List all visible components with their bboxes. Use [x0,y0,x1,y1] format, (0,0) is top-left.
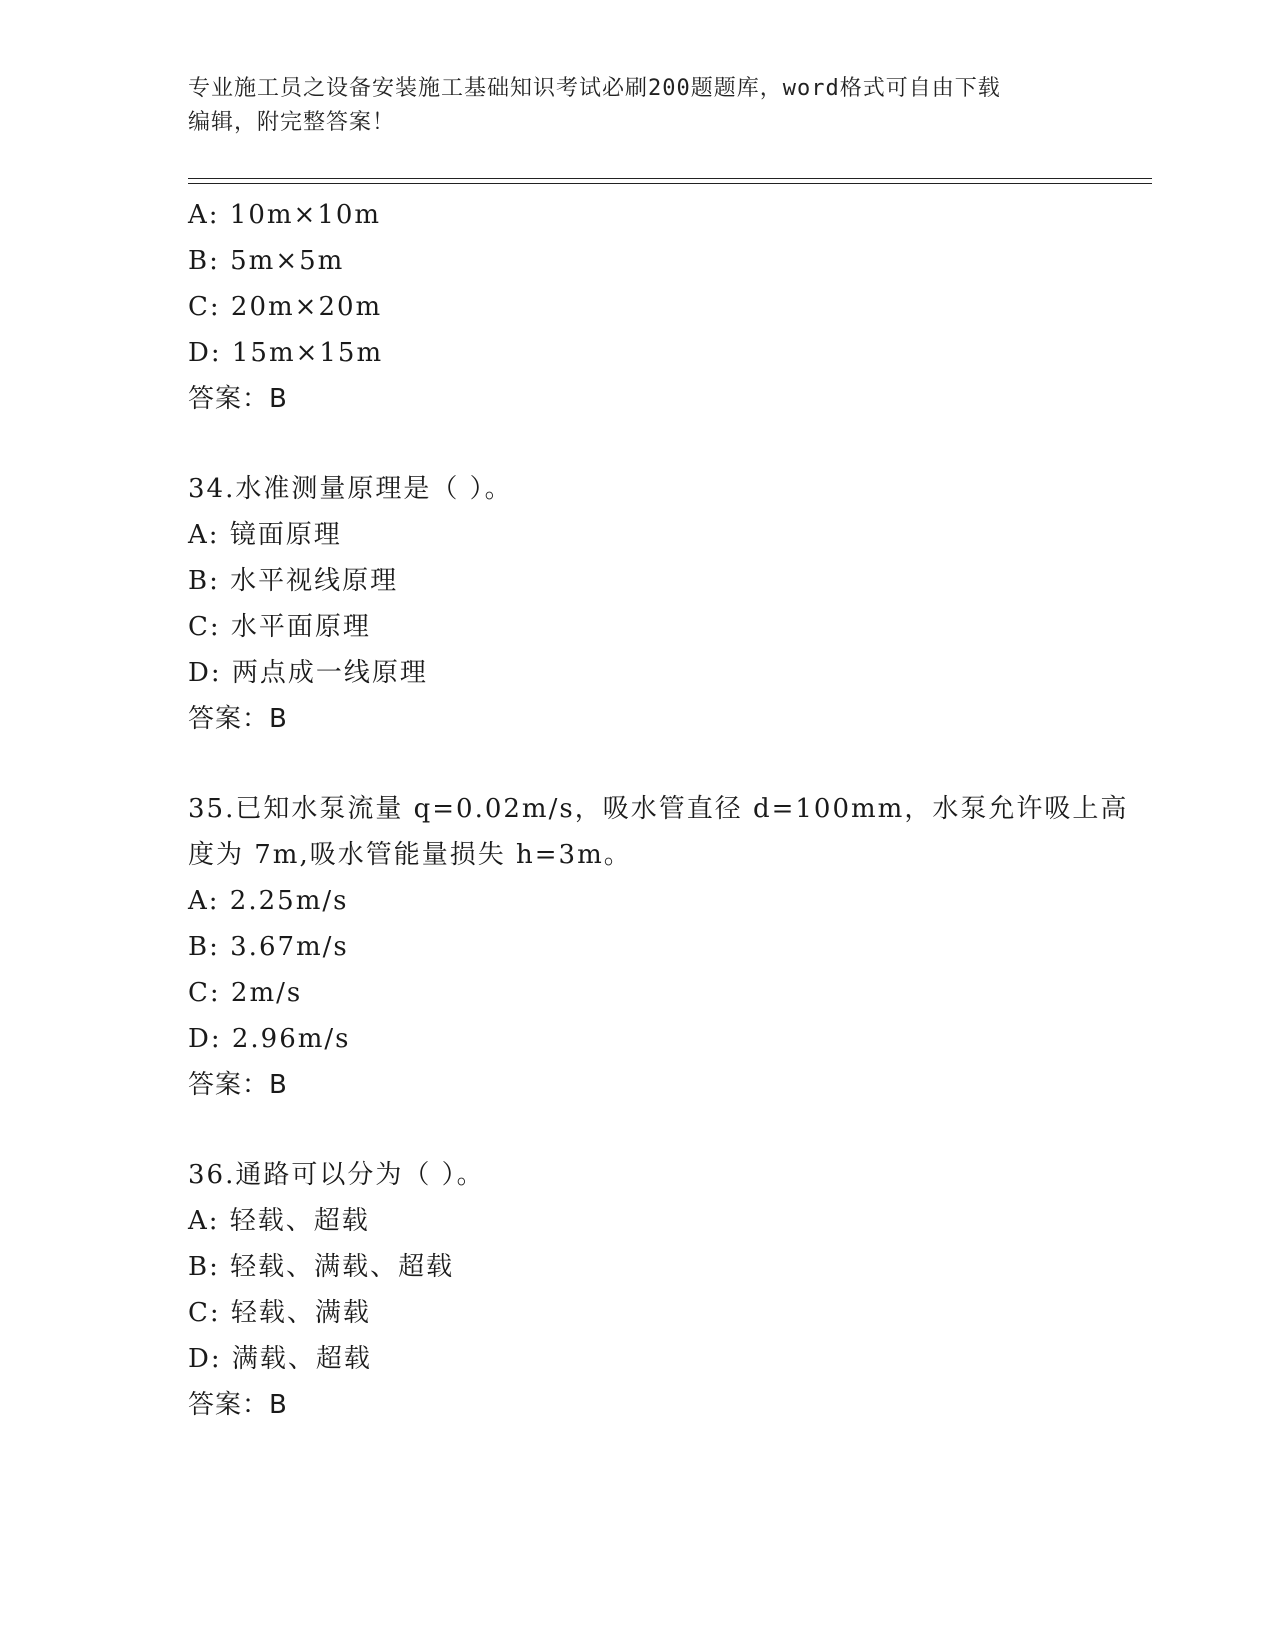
spacer [188,422,1108,466]
question-stem: 34.水准测量原理是（ ）。 [188,474,513,504]
option-c: C: 20m×20m [188,292,383,322]
option-d: D: 2.96m/s [188,1024,351,1054]
question-34 [188,466,1108,742]
option-d: D: 15m×15m [188,338,384,368]
option-d: D: 两点成一线原理 [188,658,428,688]
option-c: C: 2m/s [188,978,303,1008]
answer-line: 答案：B [188,704,288,734]
answer-line: 答案：B [188,1070,288,1100]
document-body [188,192,1129,1428]
header-divider-top [188,178,1152,179]
answer-line: 答案：B [188,384,288,414]
question-stem-line-1: 35.已知水泵流量 q=0.02m/s，吸水管直径 d=100mm，水泵允许吸上高 [188,794,1129,824]
option-c: C: 轻载、满载 [188,1298,371,1328]
question-35 [188,786,1129,1108]
option-b: B: 5m×5m [188,246,345,276]
question-36 [188,1152,1108,1428]
question-stem: 36.通路可以分为（ ）。 [188,1160,485,1190]
option-b: B: 水平视线原理 [188,566,399,596]
spacer [188,1108,1108,1152]
question-33-continuation [188,192,1108,422]
option-a: A: 轻载、超载 [188,1206,370,1236]
option-b: B: 轻载、满载、超载 [188,1252,455,1282]
option-d: D: 满载、超载 [188,1344,372,1374]
spacer [188,742,1108,786]
answer-line: 答案：B [188,1390,288,1420]
document-header [188,72,1088,140]
option-b: B: 3.67m/s [188,932,349,962]
header-divider-bottom [188,183,1152,184]
option-a: A: 10m×10m [188,200,382,230]
header-title-line-2: 编辑，附完整答案！ [188,110,396,135]
option-a: A: 2.25m/s [188,886,349,916]
option-a: A: 镜面原理 [188,520,342,550]
question-stem-line-2: 度为 7m,吸水管能量损失 h=3m。 [188,840,632,870]
option-c: C: 水平面原理 [188,612,371,642]
header-title-line-1: 专业施工员之设备安装施工基础知识考试必刷200题题库，word格式可自由下载 [188,76,1001,101]
